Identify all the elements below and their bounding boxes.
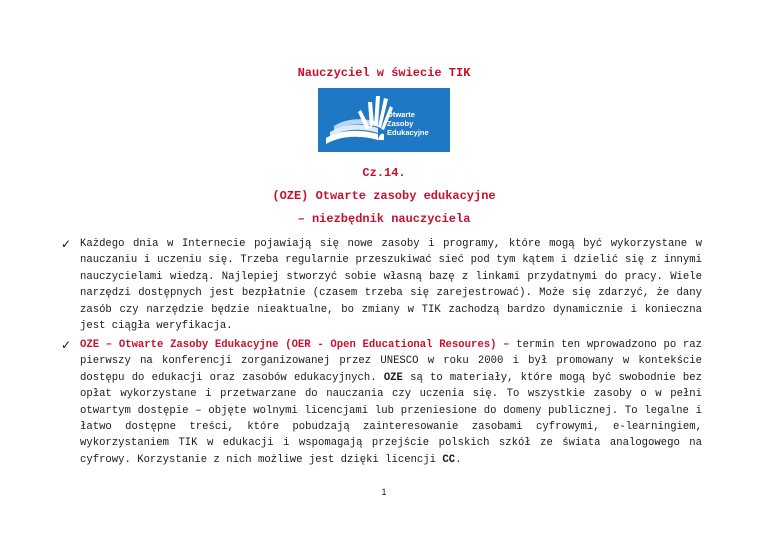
bullet-item-2 bbox=[61, 337, 703, 468]
bullet-text-2b: są to materiały, które mogą być swobodnie bez opłat wykorzystane i przetwarzane do nauczania czy uczenia się. To wszystkie zasoby o w pełni otwartym dostępie – objęte wolnymi licencjami lub przeniesione do domeny publicznej. To legalne i łatwo dostępne treści, które pobudzają zainteresowanie zasobami cyfrowymi, e-learningiem, wykorzystaniem TIK w edukacji i wspomagają przejście polskich szkół ze świata analogowego na cyfrowy. Korzystanie z nich możliwe jest dzięki licencji bbox=[80, 371, 703, 466]
bullet-text-2c: . bbox=[455, 453, 462, 466]
topic-heading: (OZE) Otwarte zasoby edukacyjne bbox=[272, 189, 496, 203]
logo-line-2: Zasoby bbox=[387, 119, 414, 128]
logo-line-3: Edukacyjne bbox=[387, 128, 429, 137]
bullet-item-1 bbox=[61, 236, 702, 334]
cc-bold-term: CC bbox=[442, 453, 456, 466]
bullet-text-2a: termin ten wprowadzono po raz pierwszy na konferencji zorganizowanej przez UNESCO w roku 2000 i był promowany w kontekście dostępu do edukacji oraz zasobów edukacyjnych. bbox=[80, 339, 702, 384]
checkmark-icon: ✓ bbox=[61, 237, 72, 251]
bullet-text-1: Każdego dnia w Internecie pojawiają się nowe zasoby i programy, które mogą być wykorzystane w nauczaniu i uczeniu się. Trzeba regularnie przeszukiwać sieć pod tym kątem i dzielić się z innymi nauczycielami wiedzą. Najlepiej stworzyć sobie własną bazę z linkami przydatnymi do pracy. Wiele narzędzi dostępnych jest bezpłatnie (czasem trzeba się zarejestrować). Może się zdarzyć, że dany zasób czy narzędzie będzie nieaktualne, bo zmiany w TIK zachodzą bardzo dynamicznie i konieczna jest ciągła weryfikacja. bbox=[80, 238, 702, 333]
subtitle-heading: – niezbędnik nauczyciela bbox=[297, 212, 471, 226]
oze-definition-lead: OZE – Otwarte Zasoby Edukacyjne (OER - Open Educational Resoures) – bbox=[80, 339, 510, 351]
open-book-hand-icon bbox=[318, 88, 450, 152]
logo-line-1: Otwarte bbox=[387, 110, 415, 119]
part-heading: Cz.14. bbox=[362, 166, 406, 180]
document-title: Nauczyciel w świecie TIK bbox=[297, 66, 471, 80]
checkmark-icon: ✓ bbox=[61, 338, 72, 352]
oze-logo bbox=[318, 88, 450, 152]
page-number: 1 bbox=[381, 487, 387, 497]
oze-bold-term: OZE bbox=[383, 371, 403, 384]
